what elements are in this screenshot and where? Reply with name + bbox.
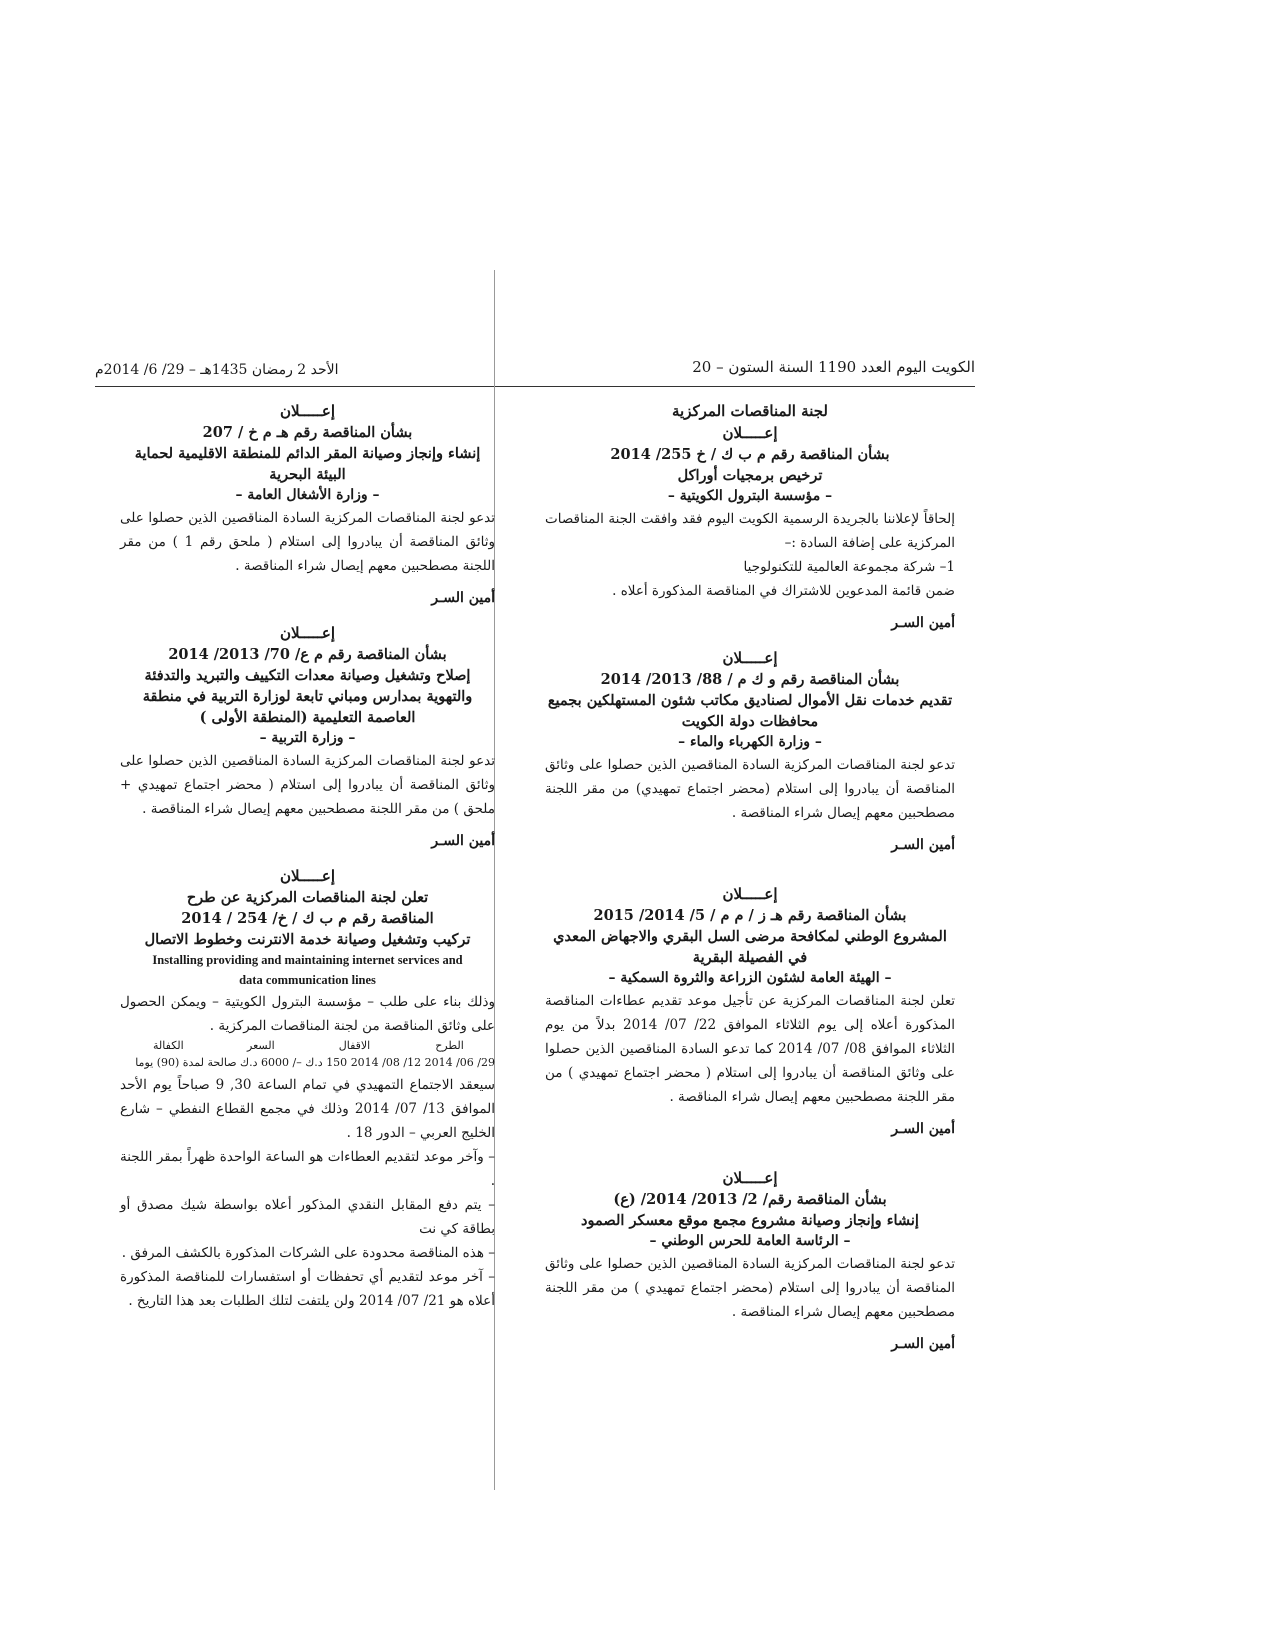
tender-title-english: Installing providing and maintaining internet services and [152, 953, 463, 967]
notice-air-conditioning [120, 622, 495, 851]
table-header: السعر [247, 1039, 275, 1052]
tender-terms-row: 29/ 06/ 2014 12/ 08/ 2014 150 د.ك –/ 6000 د.ك صالحة لمدة (90) يوما [135, 1056, 495, 1069]
tender-title: إصلاح وتشغيل وصيانة معدات التكييف والتبريد والتدفئة والتهوية بمدارس ومباني تابعة لوزارة التربية في منطقة العاصمة التعليمية (المنطقة الأولى ) [142, 667, 473, 726]
issuing-ministry: – وزارة الكهرباء والماء – [678, 734, 822, 750]
notice-cattle-disease [545, 883, 955, 1139]
tender-number: بشأن المناقصة رقم م ب ك / خ 255/ 2014 [610, 446, 890, 463]
header-issue-info: الكويت اليوم العدد 1190 السنة الستون – 20 [692, 358, 975, 376]
tender-number: بشأن المناقصة رقم هـ ز / م م / 5/ 2014/ 2015 [593, 907, 907, 924]
signature: أمين السـر [891, 1121, 955, 1137]
right-column [545, 400, 955, 1368]
notice-national-guard [545, 1167, 955, 1354]
notice-heading: إعـــــلان [722, 885, 778, 903]
notice-heading: إعـــــلان [722, 1169, 778, 1187]
notice-body: تدعو لجنة المناقصات المركزية السادة المناقصين الذين حصلوا على وثائق المناقصة أن يبادروا إلى استلام ( محضر اجتماع تمهيدي + ملحق ) من مقر اللجنة مصطحبين معهم إيصال شراء المناقصة . [120, 753, 495, 817]
issuing-ministry: – وزارة الأشغال العامة – [235, 487, 380, 503]
notice-item: 1– شركة مجموعة العالمية للتكنولوجيا [743, 559, 955, 575]
notice-internet-services [120, 865, 495, 1313]
issuing-ministry: – مؤسسة البترول الكويتية – [667, 488, 833, 504]
notice-body: تدعو لجنة المناقصات المركزية السادة المناقصين الذين حصلوا على وثائق المناقصة أن يبادروا إلى استلام (محضر اجتماع تمهيدي) من مقر اللجنة مصطحبين معهم إيصال شراء المناقصة . [545, 757, 955, 821]
page-header [95, 356, 975, 387]
signature: أمين السـر [891, 1336, 955, 1352]
table-header: الكفالة [153, 1039, 184, 1052]
notice-body: وذلك بناء على طلب – مؤسسة البترول الكويتية – ويمكن الحصول على وثائق المناقصة من لجنة المناقصات المركزية . [120, 994, 495, 1034]
tender-terms-table [120, 1038, 495, 1053]
tender-title-english-2: data communication lines [239, 973, 376, 987]
tender-title: إنشاء وإنجاز وصيانة المقر الدائم للمنطقة الاقليمية لحماية البيئة البحرية [134, 445, 481, 483]
notice-heading: إعـــــلان [722, 424, 778, 442]
notice-heading: إعـــــلان [722, 649, 778, 667]
inquiries-deadline: – آخر موعد لتقديم أي تحفظات أو استفسارات للمناقصة المذكورة أعلاه هو 21/ 07/ 2014 ولن يلتفت لتلك الطلبات بعد هذا التاريخ . [120, 1269, 495, 1309]
signature: أمين السـر [431, 833, 495, 849]
issuing-ministry: – الهيئة العامة لشئون الزراعة والثروة السمكية – [608, 970, 892, 986]
tender-number: بشأن المناقصة رقم و ك م / 88/ 2013/ 2014 [600, 671, 900, 688]
notice-body: تدعو لجنة المناقصات المركزية السادة المناقصين الذين حصلوا على وثائق المناقصة أن يبادروا إلى استلام (محضر اجتماع تمهيدي ) من مقر اللجنة مصطحبين معهم إيصال شراء المناقصة . [545, 1256, 955, 1320]
tender-title: إنشاء وإنجاز وصيانة مشروع مجمع موقع معسكر الصمود [581, 1212, 919, 1229]
notice-heading: إعـــــلان [279, 867, 336, 885]
tender-title: تركيب وتشغيل وصيانة خدمة الانترنت وخطوط الاتصال [144, 931, 471, 948]
signature: أمين السـر [431, 590, 495, 606]
notice-body-2: ضمن قائمة المدعوين للاشتراك في المناقصة المذكورة أعلاه . [612, 583, 955, 599]
restriction-info: – هذه المناقصة محدودة على الشركات المذكورة بالكشف المرفق . [121, 1245, 495, 1261]
tender-number: بشأن المناقصة رقم/ 2/ 2013/ 2014/ (ع) [613, 1191, 887, 1208]
table-header: الطرح [435, 1039, 464, 1052]
tender-number: بشأن المناقصة رقم م ع/ 70/ 2013/ 2014 [168, 646, 447, 663]
notice-intro: تعلن لجنة المناقصات المركزية عن طرح [186, 889, 429, 906]
payment-info: – يتم دفع المقابل النقدي المذكور أعلاه بواسطة شيك مصدق أو بطاقة كي نت [120, 1197, 495, 1237]
signature: أمين السـر [891, 837, 955, 853]
issuing-ministry: – وزارة التربية – [259, 730, 356, 746]
tender-title: ترخيص برمجيات أوراكل [677, 467, 823, 484]
deadline-info: – وآخر موعد لتقديم العطاءات هو الساعة الواحدة ظهراً بمقر اللجنة . [120, 1149, 495, 1189]
signature: أمين السـر [891, 615, 955, 631]
tender-title: تقديم خدمات نقل الأموال لصناديق مكاتب شئون المستهلكين بجميع محافظات دولة الكويت [547, 692, 953, 730]
notice-oracle-licensing [545, 400, 955, 633]
notice-heading: إعـــــلان [279, 402, 336, 420]
table-header: الاقفال [338, 1039, 371, 1052]
left-column [120, 400, 495, 1319]
notice-marine-environment [120, 400, 495, 608]
table-header-row [120, 1038, 495, 1053]
tender-number: بشأن المناقصة رقم هـ م خ / 207 [202, 424, 413, 441]
issuing-ministry: – الرئاسة العامة للحرس الوطني – [649, 1233, 851, 1249]
notice-body: تدعو لجنة المناقصات المركزية السادة المناقصين الذين حصلوا على وثائق المناقصة أن يبادروا إلى استلام ( ملحق رقم 1 ) من مقر اللجنة مصطحبين معهم إيصال شراء المناقصة . [120, 510, 495, 574]
committee-name: لجنة المناقصات المركزية [672, 402, 828, 420]
meeting-info: سيعقد الاجتماع التمهيدي في تمام الساعة 30, 9 صباحاً يوم الأحد الموافق 13/ 07/ 2014 وذلك في مجمع القطاع النفطي – شارع الخليج العربي – الدور 18 . [120, 1077, 495, 1141]
notice-body: إلحاقاً لإعلاننا بالجريدة الرسمية الكويت اليوم فقد وافقت الجنة المناقصات المركزية على إضافة السادة :– [545, 511, 955, 551]
notice-heading: إعـــــلان [279, 624, 336, 642]
notice-body: تعلن لجنة المناقصات المركزية عن تأجيل موعد تقديم عطاءات المناقصة المذكورة أعلاه إلى يوم الثلاثاء الموافق 22/ 07/ 2014 بدلاً من يوم الثلاثاء الموافق 08/ 07/ 2014 كما تدعو السادة المناقصين الذين حصلوا على وثائق المناقصة أن يبادروا إلى استلام ( محضر اجتماع تمهيدي ) من مقر اللجنة مصطحبين معهم إيصال شراء المناقصة . [545, 993, 956, 1105]
header-date: الأحد 2 رمضان 1435هـ – 29/ 6/ 2014م [95, 362, 339, 378]
notice-cash-transport [545, 647, 955, 855]
tender-title: المشروع الوطني لمكافحة مرضى السل البقري والاجهاض المعدي في الفصيلة البقرية [553, 928, 947, 966]
tender-number: المناقصة رقم م ب ك / خ/ 254 / 2014 [181, 910, 434, 927]
